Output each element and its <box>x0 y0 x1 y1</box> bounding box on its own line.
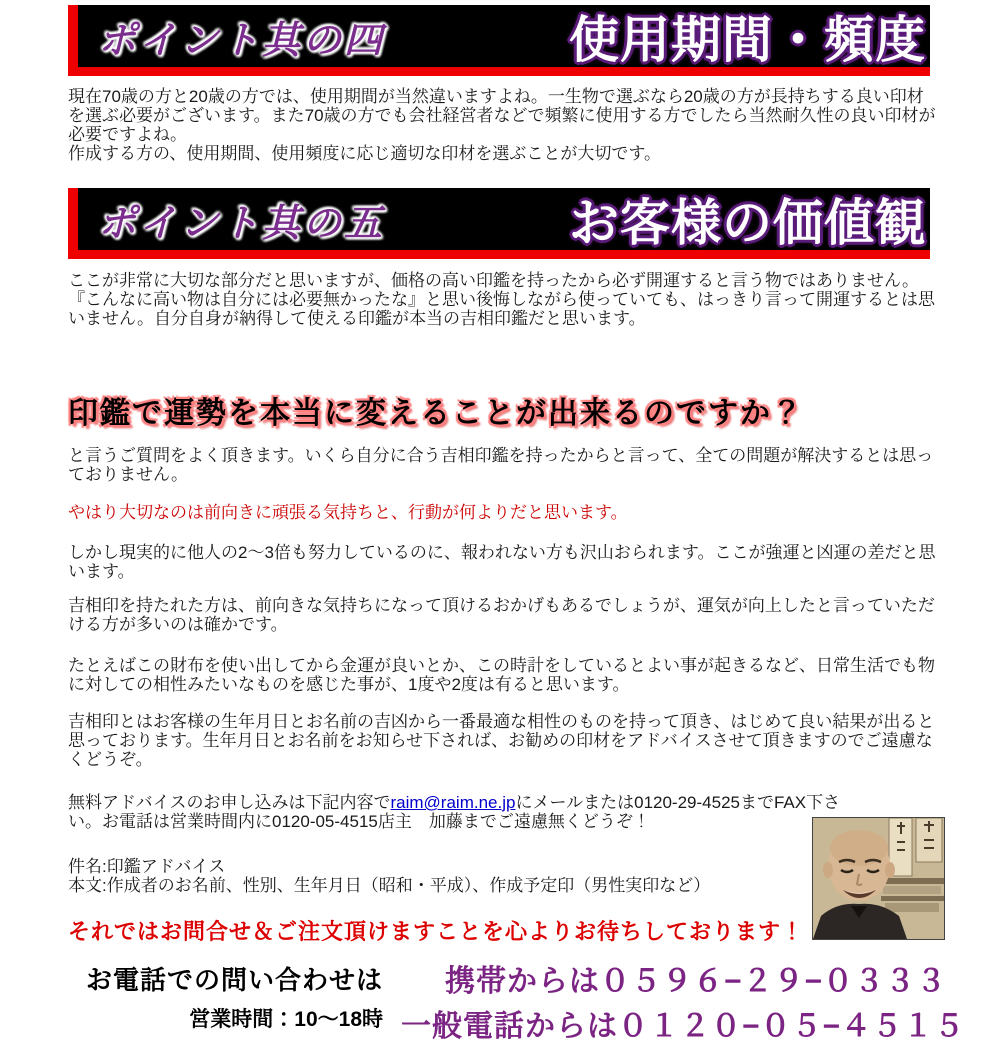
point4-banner <box>68 5 930 76</box>
mail-body-line: 本文:作成者のお名前、性別、生年月日（昭和・平成）、作成予定印（男性実印など） <box>68 876 711 895</box>
main-content <box>0 5 966 1045</box>
question-paragraph-2: しかし現実的に他人の2〜3倍も努力しているのに、報われない方も沢山おられます。ここが強運と凶運の差だと思います。 <box>68 543 936 581</box>
mail-template-block <box>68 857 788 895</box>
footer-phone-numbers <box>383 956 968 1045</box>
point4-paragraph-sub: 作成する方の、使用期間、使用頻度に応じ適切な印材を選ぶことが大切です。 <box>68 144 661 163</box>
question-red-emphasis: やはり大切なのは前向きに頑張る気持ちと、行動が何よりだと思います。 <box>68 503 628 522</box>
advice-text-after: にメールまたは0120-29-4525までFAX下さい。お電話は営業時間内に0120-05-4515店主 加藤までご遠慮無くどうぞ！ <box>68 793 841 831</box>
point4-banner-title: 使用期間・頻度 <box>569 12 926 68</box>
mobile-phone-number: 携帯からは０５９６−２９−０３３３ <box>445 965 948 998</box>
point5-banner-title: お客様の価値観 <box>569 195 926 251</box>
shop-owner-photo-image <box>813 818 944 939</box>
shop-owner-photo <box>812 817 945 940</box>
advice-text-before: 無料アドバイスのお申し込みは下記内容で <box>68 793 391 812</box>
mail-subject-line: 件名:印鑑アドバイス <box>68 857 226 876</box>
point5-banner-label: ポイント其の五 <box>98 202 386 245</box>
footer-inquiry-label: お電話での問い合わせは <box>85 965 383 995</box>
advice-paragraph <box>68 793 858 831</box>
landline-phone-number: 一般電話からは０１２０−０５−４５１５ <box>401 1010 966 1043</box>
closing-message: それではお問合せ＆ご注文頂けますことを心よりお待ちしております！ <box>68 919 805 944</box>
question-paragraph-4: たとえばこの財布を使い出してから金運が良いとか、この時計をしているとよい事が起きるなど、日常生活でも物に対しての相性みたいなものを感じた事が、1度や2度は有ると思います。 <box>68 656 935 694</box>
point5-paragraph: ここが非常に大切な部分だと思いますが、価格の高い印鑑を持ったから必ず開運すると言う物ではありません。『こんなに高い物は自分には必要無かったな』と思い後悔しながら使っていても、はっきり言って開運するとは思いません。自分自身が納得して使える印鑑が本当の吉相印鑑だと思います。 <box>68 271 935 328</box>
point4-paragraph-main: 現在70歳の方と20歳の方では、使用期間が当然違いますよね。一生物で選ぶなら20歳の方が長持ちする良い印材を選ぶ必要がございます。また70歳の方でも会社経営者などで頻繁に使用する方でしたら当然耐久性の良い印材が必要ですよね。 <box>68 87 936 144</box>
page <box>0 5 1000 1043</box>
question-paragraph-1: と言うご質問をよく頂きます。いくら自分に合う吉相印鑑を持ったからと言って、全ての問題が解決するとは思っておりません。 <box>68 446 934 484</box>
phone-contact-footer <box>68 956 968 1045</box>
question-paragraph-3: 吉相印を持たれた方は、前向きな気持ちになって頂けるおかげもあるでしょうが、運気が向上したと言っていただける方が多いのは確かです。 <box>68 596 935 634</box>
question-paragraph-5: 吉相印とはお客様の生年月日とお名前の吉凶から一番最適な相性のものを持って頂き、はじめて良い結果が出ると思っております。生年月日とお名前をお知らせ下されば、お勧めの印材をアドバイスさせて頂きますのでご遠慮なくどうぞ。 <box>68 712 935 769</box>
footer-business-hours: 営業時間：10〜18時 <box>189 1008 383 1031</box>
footer-inquiry-block <box>68 956 383 1033</box>
point4-paragraph <box>68 87 936 163</box>
email-link[interactable]: raim@raim.ne.jp <box>390 793 516 812</box>
question-heading: 印鑑で運勢を本当に変えることが出来るのですか？ <box>68 397 804 430</box>
point4-banner-label: ポイント其の四 <box>98 19 386 62</box>
point5-banner <box>68 188 930 259</box>
